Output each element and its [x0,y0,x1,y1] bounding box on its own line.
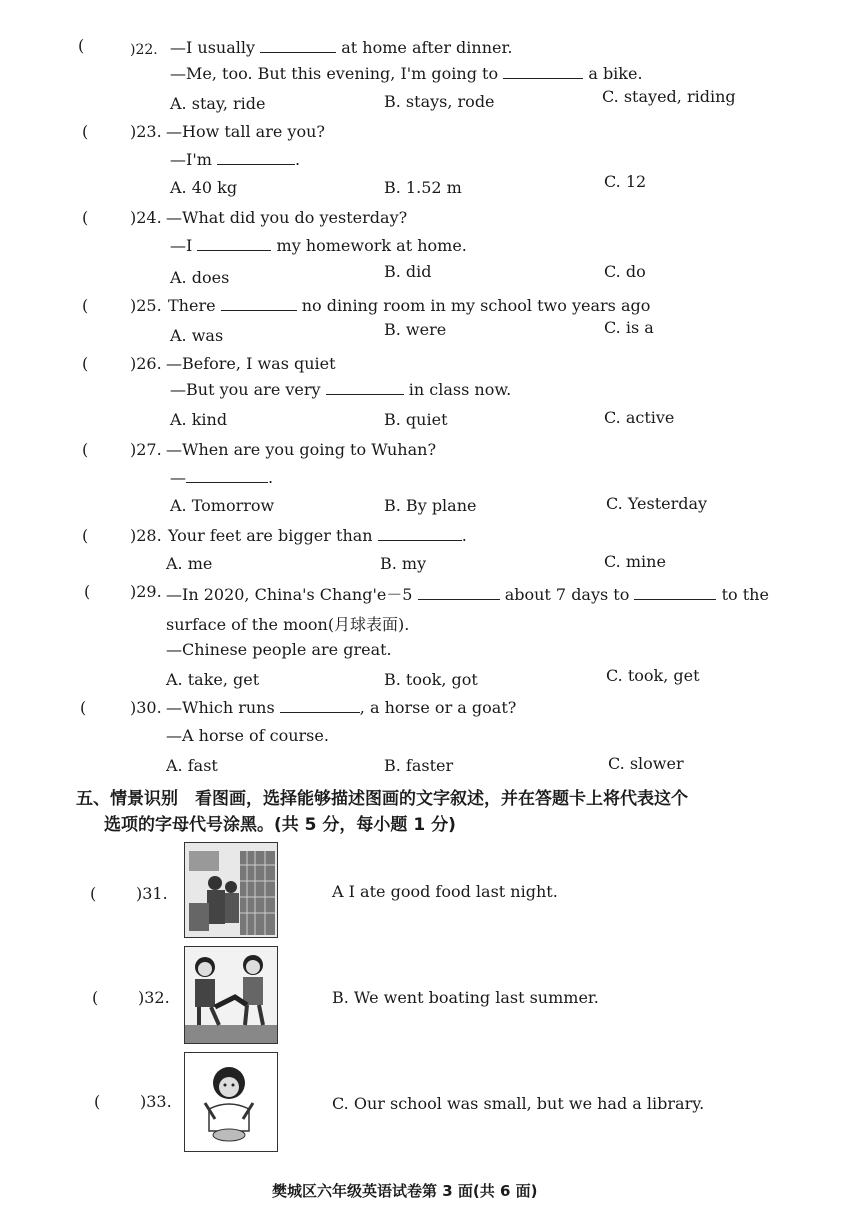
question-text: surface of the moon(月球表面). [166,615,410,634]
option-b: B. faster [384,756,454,775]
question-number: )24. [130,208,162,227]
option-statement-c: C. Our school was small, but we had a library. [332,1094,705,1113]
question-number: )30. [130,698,162,717]
option-c: C. 12 [604,172,647,191]
option-a: A. me [166,554,213,573]
question-number: )23. [130,122,162,141]
question-number: )31. [136,884,168,903]
section-heading-line2: 选项的字母代号涂黑。(共 5 分，每小题 1 分) [104,815,456,835]
question-number: )26. [130,354,162,373]
answer-paren[interactable]: ( [94,1092,101,1111]
option-a: A. stay, ride [170,94,266,113]
answer-blank[interactable] [280,698,360,713]
answer-paren[interactable]: ( [82,208,89,227]
question-text: —A horse of course. [166,726,329,745]
option-c: C. do [604,262,646,281]
question-text: There no dining room in my school two years ago [168,296,651,315]
answer-blank[interactable] [221,296,297,311]
option-a: A. take, get [166,670,260,689]
answer-blank[interactable] [326,380,404,395]
answer-blank[interactable] [503,64,583,79]
option-b: B. By plane [384,496,477,515]
answer-blank[interactable] [378,526,462,541]
question-text: —Before, I was quiet [166,354,336,373]
answer-paren[interactable]: ( [84,582,91,601]
question-text: —I my homework at home. [170,236,467,255]
answer-paren[interactable]: ( [82,354,89,373]
option-c: C. slower [608,754,684,773]
section-heading: 五、情景识别 看图画，选择能够描述图画的文字叙述，并在答题卡上将代表这个 [76,789,688,809]
option-statement-a: A I ate good food last night. [332,882,558,901]
question-number: )32. [138,988,170,1007]
option-c: C. took, get [606,666,700,685]
option-c: C. is a [604,318,654,337]
answer-paren[interactable]: ( [82,296,89,315]
question-text: —Which runs , a horse or a goat? [166,698,517,717]
eating-picture [184,1052,278,1152]
question-text: —I'm . [170,150,301,169]
question-text: — . [170,468,274,487]
question-text: —How tall are you? [166,122,325,141]
answer-blank[interactable] [260,38,336,53]
option-c: C. active [604,408,675,427]
option-b: B. took, got [384,670,478,689]
question-text: —But you are very in class now. [170,380,512,399]
answer-blank[interactable] [197,236,271,251]
page-footer: 樊城区六年级英语试卷第 3 面(共 6 面) [272,1182,538,1200]
option-a: A. does [170,268,230,287]
answer-blank[interactable] [418,585,500,600]
question-text: Your feet are bigger than . [168,526,467,545]
option-b: B. did [384,262,432,281]
option-a: A. 40 kg [170,178,238,197]
option-b: B. 1.52 m [384,178,462,197]
answer-paren[interactable]: ( [82,440,89,459]
question-text: —Me, too. But this evening, I'm going to a bike. [170,64,643,83]
question-number: )22. [130,42,158,58]
question-number: )27. [130,440,162,459]
question-text: —In 2020, China's Chang'e－5 about 7 days to to the [166,585,769,604]
option-b: B. stays, rode [384,92,495,111]
answer-paren[interactable]: ( [82,526,89,545]
answer-paren[interactable]: ( [78,36,85,55]
option-c: C. stayed, riding [602,87,736,106]
question-text: —Chinese people are great. [166,640,392,659]
option-statement-b: B. We went boating last summer. [332,988,599,1007]
option-a: A. fast [166,756,218,775]
question-number: )28. [130,526,162,545]
question-number: )25. [130,296,162,315]
option-b: B. were [384,320,447,339]
answer-blank[interactable] [634,585,716,600]
answer-paren[interactable]: ( [82,122,89,141]
question-number: )33. [140,1092,172,1111]
option-c: C. mine [604,552,666,571]
option-b: B. quiet [384,410,448,429]
option-a: A. was [170,326,224,345]
option-a: A. kind [170,410,228,429]
option-c: C. Yesterday [606,494,708,513]
question-text: —What did you do yesterday? [166,208,408,227]
question-text: —When are you going to Wuhan? [166,440,437,459]
answer-blank[interactable] [217,150,295,165]
answer-paren[interactable]: ( [92,988,99,1007]
answer-paren[interactable]: ( [90,884,97,903]
library-picture [184,842,278,938]
option-a: A. Tomorrow [170,496,275,515]
question-number: )29. [130,582,162,601]
option-b: B. my [380,554,427,573]
children-picture [184,946,278,1044]
answer-paren[interactable]: ( [80,698,87,717]
answer-blank[interactable] [186,468,268,483]
question-text: —I usually at home after dinner. [170,38,513,57]
